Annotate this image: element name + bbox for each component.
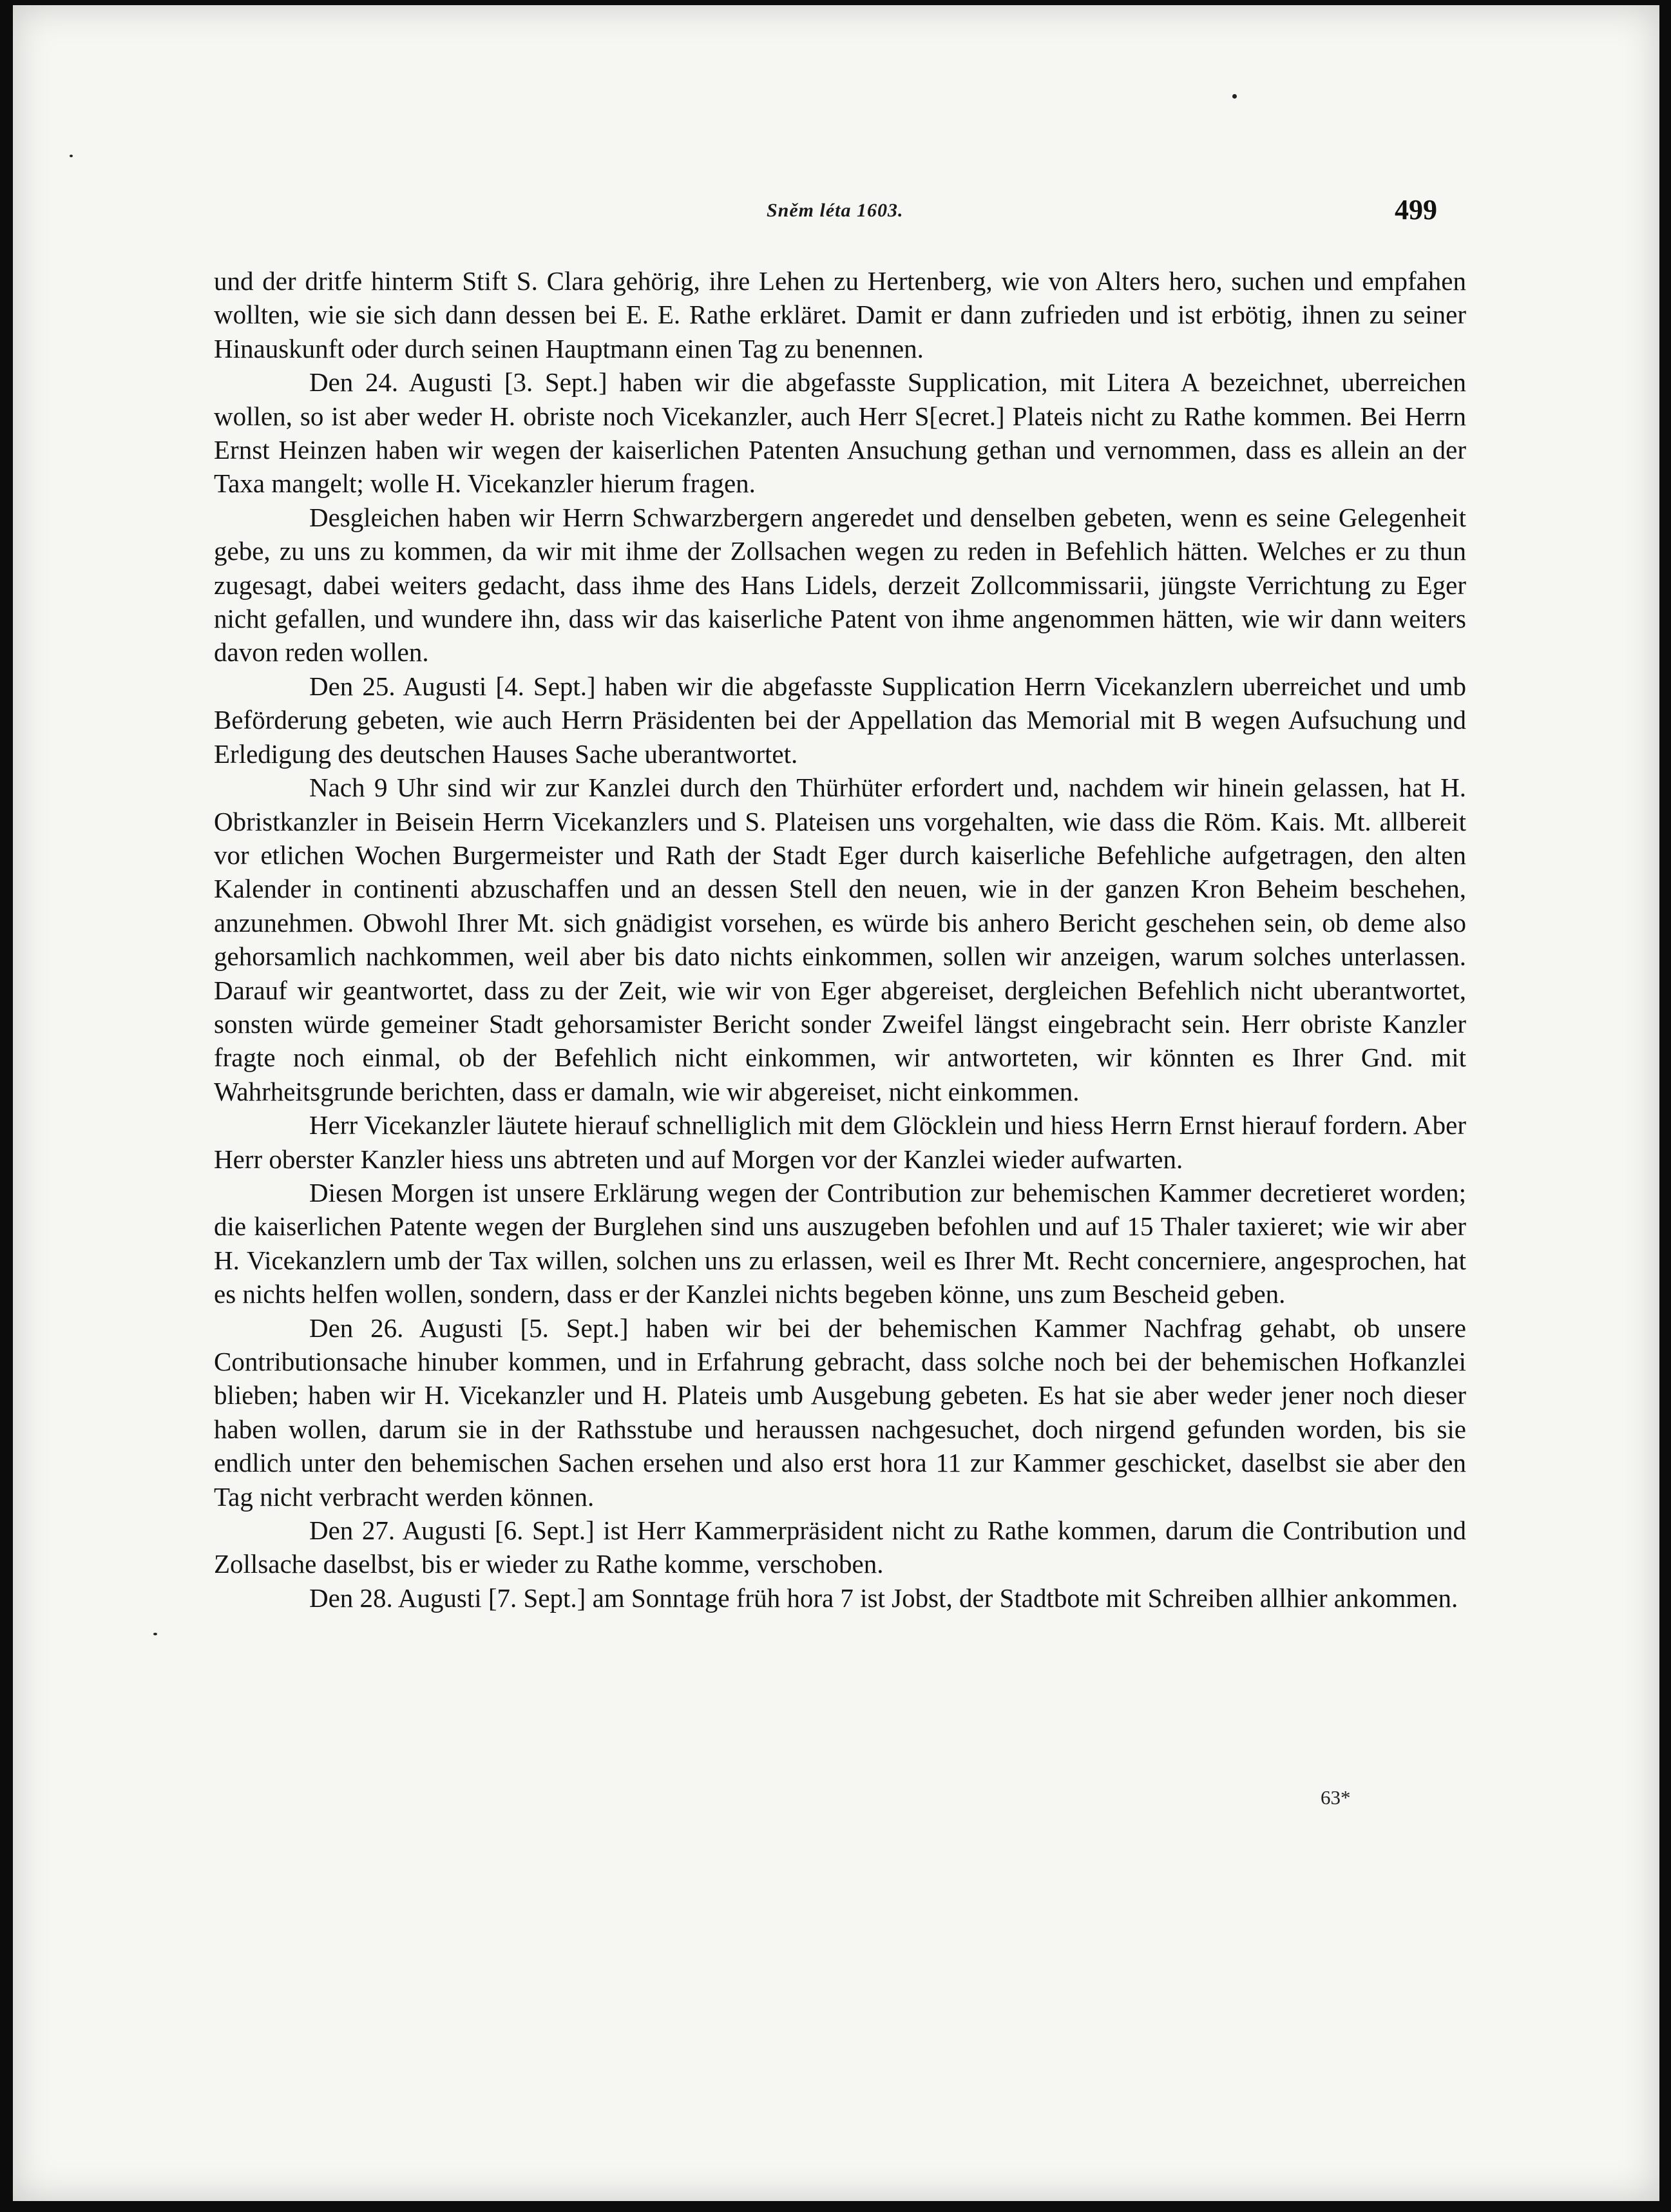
page-header [13,193,1659,238]
page-number: 499 [1395,194,1437,226]
paragraph: Den 28. Augusti [7. Sept.] am Sonntage früh hora 7 ist Jobst, der Stadtbote mit Schreiben allhier ankommen. [309,1582,1458,1613]
paragraph: Desgleichen haben wir Herrn Schwarzbergern angeredet und denselben gebeten, wenn es seine Gelegenheit gebe, zu uns zu kommen, da wir mit ihme der Zollsachen wegen zu reden in Befehlich hätten. Welches er zu thun zugesagt, dabei weiters gedacht, dass ihme des Hans Lidels, derzeit Zollcommissarii, jüngste Verrichtung zu Eger nicht gefallen, und wundere ihn, dass wir das kaiserliche Patent von ihme angenommen hätten, wie wir dann weiters davon reden wollen. [214,502,1466,668]
running-title: Sněm léta 1603. [767,200,904,221]
paragraph: Den 25. Augusti [4. Sept.] haben wir die abgefasste Supplication Herrn Vicekanzlern uberreichet und umb Beförderung gebeten, wie auch Herrn Präsidenten bei der Appellation das Memorial mit B wegen Aufsuchung und Erledigung des deutschen Hauses Sache uberantwortet. [214,671,1466,769]
paragraph: Nach 9 Uhr sind wir zur Kanzlei durch den Thürhüter erfordert und, nachdem wir hinein gelassen, hat H. Obristkanzler in Beisein Herrn Vicekanzlers und S. Plateisen uns vorgehalten, wie dass die Röm. Kais. Mt. allbereit vor etlichen Wochen Burgermeister und Rath der Stadt Eger durch kaiserliche Befehliche aufgetragen, den alten Kalender in continenti abzuschaffen und an dessen Stell den neuen, wie in der ganzen Kron Beheim beschehen, anzunehmen. Obwohl Ihrer Mt. sich gnädigist vorsehen, es würde bis anhero Bericht geschehen sein, ob deme also gehorsamlich nachkommen, weil aber bis dato nichts einkommen, sollen wir anzeigen, warum solches unterlassen. Darauf wir geantwortet, dass zu der Zeit, wie wir von Eger abgereiset, dergleichen Befehlich nicht uberantwortet, sonsten würde gemeiner Stadt gehorsamister Bericht sonder Zweifel längst eingebracht sein. Herr obriste Kanzler fragte noch einmal, ob der Befehlich nicht einkommen, wir antworteten, wir könnten es Ihrer Gnd. mit Wahrheitsgrunde berichten, dass er damaln, wie wir abgereiset, nicht einkommen. [214,773,1466,1106]
paragraph: Den 26. Augusti [5. Sept.] haben wir bei der behemischen Kammer Nachfrag gehabt, ob unsere Contributionsache hinuber kommen, und in Erfahrung gebracht, dass solche noch bei der behemischen Hofkanzlei blieben; haben wir H. Vicekanzler und H. Plateis umb Ausgebung gebeten. Es hat sie aber weder jener noch dieser haben wollen, darum sie in der Rathsstube und heraussen nachgesuchet, doch nirgend gefunden worden, bis sie endlich unter den behemischen Sachen ersehen und also erst hora 11 zur Kammer geschicket, daselbst sie aber den Tag nicht verbracht werden können. [214,1313,1466,1512]
paragraph: Herr Vicekanzler läutete hierauf schnelliglich mit dem Glöcklein und hiess Herrn Ernst hierauf fordern. Aber Herr oberster Kanzler hiess uns abtreten und auf Morgen vor der Kanzlei wieder aufwarten. [214,1110,1466,1174]
paragraph: Den 27. Augusti [6. Sept.] ist Herr Kammerpräsident nicht zu Rathe kommen, darum die Contribution und Zollsache daselbst, bis er wieder zu Rathe komme, verschoben. [214,1515,1466,1579]
body-text [214,264,1466,1615]
signature-mark: 63* [1321,1786,1351,1809]
book-page [13,5,1659,2201]
ink-speck [70,155,73,157]
ink-speck [153,1633,157,1635]
paragraph: und der dritfe hinterm Stift S. Clara gehörig, ihre Lehen zu Hertenberg, wie von Alters hero, suchen und empfahen wollten, wie sie sich dann dessen bei E. E. Rathe erkläret. Damit er dann zufrieden und ist erbötig, ihnen zu seiner Hinauskunft oder durch seinen Hauptmann einen Tag zu benennen. [214,266,1466,363]
paragraph: Diesen Morgen ist unsere Erklärung wegen der Contribution zur behemischen Kammer decretieret worden; die kaiserlichen Patente wegen der Burglehen sind uns auszugeben befohlen und auf 15 Thaler taxieret; wie wir aber H. Vicekanzlern umb der Tax willen, solchen uns zu erlassen, weil es Ihrer Mt. Recht concerniere, angesprochen, hat es nichts helfen wollen, sondern, dass er der Kanzlei nichts begeben könne, uns zum Bescheid geben. [214,1177,1466,1309]
paragraph: Den 24. Augusti [3. Sept.] haben wir die abgefasste Supplication, mit Litera A bezeichnet, uberreichen wollen, so ist aber weder H. obriste noch Vicekanzler, auch Herr S[ecret.] Plateis nicht zu Rathe kommen. Bei Herrn Ernst Heinzen haben wir wegen der kaiserlichen Patenten Ansuchung gethan und vernommen, dass es allein an der Taxa mangelt; wolle H. Vicekanzler hierum fragen. [214,367,1466,499]
ink-speck [1232,94,1237,99]
